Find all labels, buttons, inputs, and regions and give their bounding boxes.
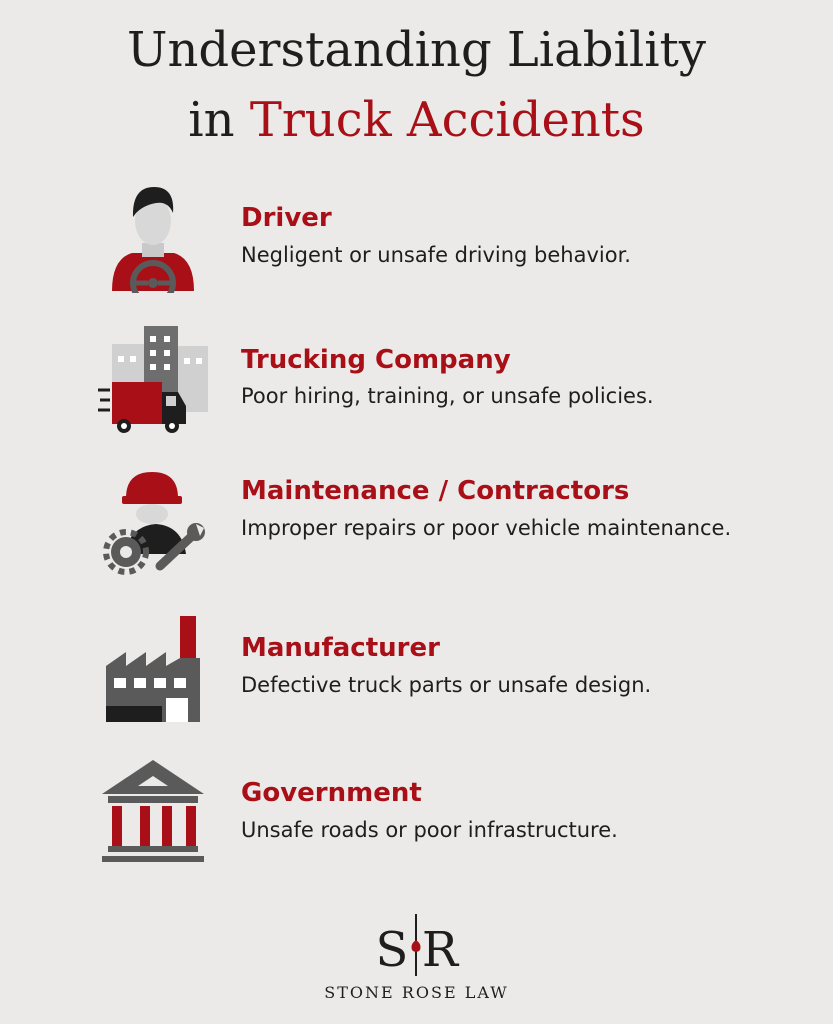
item-heading-maintenance-contractors: Maintenance / Contractors	[241, 476, 630, 506]
logo-name: STONE ROSE LAW	[324, 983, 509, 1002]
title-accent: Truck Accidents	[249, 92, 645, 148]
page-title-line-1: Understanding Liability	[127, 22, 706, 78]
trucking-company-icon	[98, 326, 213, 440]
title-prefix: in	[188, 92, 250, 148]
item-heading-trucking-company: Trucking Company	[241, 345, 511, 375]
item-heading-government: Government	[241, 778, 422, 808]
mechanic-icon	[100, 470, 208, 582]
item-heading-manufacturer: Manufacturer	[241, 633, 440, 663]
item-desc-government: Unsafe roads or poor infrastructure.	[241, 818, 618, 842]
item-desc-manufacturer: Defective truck parts or unsafe design.	[241, 673, 652, 697]
government-building-icon	[100, 758, 206, 868]
rose-icon	[412, 940, 421, 952]
driver-icon	[108, 183, 198, 297]
stone-rose-logo	[366, 912, 466, 982]
item-desc-trucking-company: Poor hiring, training, or unsafe policies.	[241, 384, 654, 408]
item-heading-driver: Driver	[241, 203, 332, 233]
item-desc-driver: Negligent or unsafe driving behavior.	[241, 243, 631, 267]
page-title-line-2	[0, 88, 833, 152]
logo-letter-s: S	[375, 922, 409, 978]
factory-icon	[104, 614, 204, 728]
logo-letter-r: R	[421, 922, 459, 978]
item-desc-maintenance-contractors: Improper repairs or poor vehicle maintenance.	[241, 516, 732, 540]
